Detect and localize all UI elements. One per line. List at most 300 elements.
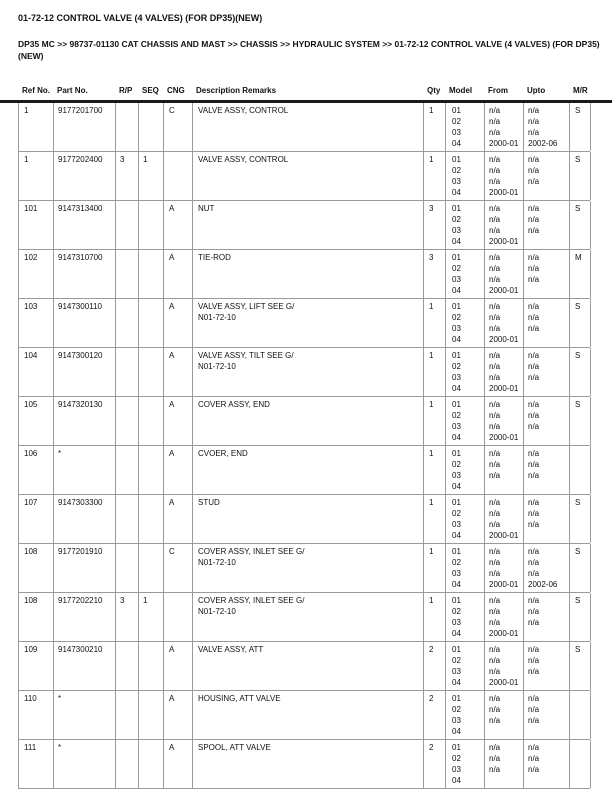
cell-model (446, 642, 485, 690)
cell-rp (116, 201, 139, 249)
cell-from (485, 740, 524, 788)
cell-rp (116, 740, 139, 788)
cell-qty (424, 740, 446, 788)
cell-line: n/a (528, 558, 540, 567)
cell-rp (116, 495, 139, 543)
cell-line (143, 693, 162, 704)
cell-line: S (575, 155, 581, 164)
cell-line: N01-72-10 (198, 313, 236, 322)
table-row (18, 103, 590, 152)
cell-line (120, 252, 137, 263)
cell-line: n/a (489, 705, 501, 714)
cell-line: n/a (528, 460, 540, 469)
cell-line: 2000-01 (489, 580, 519, 589)
cell-part (54, 397, 116, 445)
cell-mr (570, 446, 591, 494)
cell-line: 03 (452, 373, 461, 382)
cell-from (485, 642, 524, 690)
cell-qty (424, 250, 446, 298)
cell-line: n/a (489, 155, 501, 164)
cell-line: 2000-01 (489, 139, 519, 148)
cell-line: n/a (528, 716, 540, 725)
cell-line: NUT (198, 204, 215, 213)
cell-part (54, 446, 116, 494)
cell-line: 1 (24, 155, 29, 164)
cell-desc (193, 642, 424, 690)
cell-upto (524, 299, 570, 347)
cell-line: C (169, 106, 175, 115)
cell-cng (164, 201, 193, 249)
cell-line: n/a (528, 422, 540, 431)
cell-line: 3 (120, 155, 125, 164)
cell-line: 01 (452, 106, 461, 115)
table-row (18, 397, 590, 446)
cell-upto (524, 152, 570, 200)
cell-line: 03 (452, 324, 461, 333)
cell-mr (570, 642, 591, 690)
cell-mr (570, 495, 591, 543)
cell-ref (19, 152, 54, 200)
cell-line (143, 203, 162, 214)
cell-from (485, 152, 524, 200)
cell-line: 01 (452, 596, 461, 605)
cell-model (446, 397, 485, 445)
table-row (18, 152, 590, 201)
cell-line: A (169, 253, 175, 262)
cell-ref (19, 642, 54, 690)
cell-upto (524, 103, 570, 151)
cell-line: A (169, 694, 175, 703)
cell-rp (116, 103, 139, 151)
cell-line: n/a (489, 471, 501, 480)
cell-line: n/a (528, 569, 540, 578)
cell-qty (424, 201, 446, 249)
cell-line: n/a (489, 128, 501, 137)
cell-line (143, 301, 162, 312)
cell-line: n/a (528, 177, 540, 186)
cell-line: 2 (429, 645, 434, 654)
cell-line: 04 (452, 139, 461, 148)
cell-mr (570, 348, 591, 396)
cell-line: n/a (489, 411, 501, 420)
cell-ref (19, 348, 54, 396)
cell-part (54, 250, 116, 298)
cell-line: n/a (489, 226, 501, 235)
cell-cng (164, 691, 193, 739)
cell-model (446, 691, 485, 739)
cell-line (143, 644, 162, 655)
cell-line: n/a (528, 411, 540, 420)
cell-line: 1 (429, 351, 434, 360)
cell-line: n/a (528, 520, 540, 529)
cell-model (446, 299, 485, 347)
cell-line: 02 (452, 656, 461, 665)
cell-upto (524, 397, 570, 445)
cell-line: 03 (452, 618, 461, 627)
cell-line (120, 497, 137, 508)
cell-rp (116, 152, 139, 200)
cell-line: n/a (528, 618, 540, 627)
cell-rp (116, 250, 139, 298)
cell-seq (139, 495, 164, 543)
cell-seq (139, 691, 164, 739)
column-header-7: Model (449, 86, 473, 95)
cell-part (54, 740, 116, 788)
cell-line: 1 (429, 547, 434, 556)
cell-line: n/a (489, 373, 501, 382)
cell-line: 01 (452, 743, 461, 752)
cell-desc (193, 152, 424, 200)
cell-cng (164, 250, 193, 298)
cell-model (446, 152, 485, 200)
cell-line: n/a (528, 264, 540, 273)
cell-mr (570, 250, 591, 298)
cell-line: 01 (452, 351, 461, 360)
cell-line: 105 (24, 400, 38, 409)
cell-line: n/a (528, 373, 540, 382)
cell-line: 02 (452, 705, 461, 714)
cell-line: 1 (429, 106, 434, 115)
cell-rp (116, 299, 139, 347)
table-clip-region (0, 103, 612, 785)
column-header-2: R/P (119, 86, 133, 95)
cell-from (485, 397, 524, 445)
cell-line: 2000-01 (489, 433, 519, 442)
cell-desc (193, 740, 424, 788)
cell-line: 111 (24, 743, 37, 752)
column-header-3: SEQ (142, 86, 159, 95)
cell-line: 04 (452, 433, 461, 442)
cell-qty (424, 103, 446, 151)
cell-ref (19, 299, 54, 347)
cell-line: VALVE ASSY, CONTROL (198, 106, 289, 115)
cell-line: 04 (452, 678, 461, 687)
cell-line: n/a (528, 645, 540, 654)
cell-desc (193, 446, 424, 494)
cell-line: S (575, 498, 581, 507)
cell-line: 1 (429, 498, 434, 507)
cell-line: 04 (452, 580, 461, 589)
cell-line: n/a (528, 400, 540, 409)
cell-line: n/a (528, 155, 540, 164)
cell-model (446, 740, 485, 788)
cell-line: 01 (452, 400, 461, 409)
cell-model (446, 250, 485, 298)
cell-part (54, 152, 116, 200)
cell-line: 1 (429, 155, 434, 164)
cell-line: COVER ASSY, END (198, 400, 270, 409)
cell-qty (424, 397, 446, 445)
cell-line: 01 (452, 302, 461, 311)
cell-mr (570, 397, 591, 445)
cell-qty (424, 152, 446, 200)
cell-line: n/a (489, 106, 501, 115)
cell-mr (570, 544, 591, 592)
cell-line: n/a (489, 166, 501, 175)
cell-cng (164, 544, 193, 592)
cell-ref (19, 495, 54, 543)
cell-line: n/a (528, 694, 540, 703)
cell-seq (139, 397, 164, 445)
cell-line: 01 (452, 449, 461, 458)
cell-qty (424, 593, 446, 641)
cell-line: 02 (452, 411, 461, 420)
cell-model (446, 348, 485, 396)
cell-line: 9147303300 (58, 498, 103, 507)
cell-model (446, 593, 485, 641)
cell-line: n/a (528, 106, 540, 115)
cell-seq (139, 250, 164, 298)
cell-model (446, 201, 485, 249)
cell-line: 02 (452, 264, 461, 273)
column-header-6: Qty (427, 86, 441, 95)
cell-line: 9147300210 (58, 645, 103, 654)
cell-line: n/a (489, 449, 501, 458)
cell-upto (524, 250, 570, 298)
cell-ref (19, 593, 54, 641)
cell-from (485, 250, 524, 298)
cell-seq (139, 103, 164, 151)
cell-line (120, 350, 137, 361)
cell-qty (424, 348, 446, 396)
column-header-10: M/R (573, 86, 588, 95)
cell-line: A (169, 449, 175, 458)
cell-line: 04 (452, 335, 461, 344)
cell-line (143, 742, 162, 753)
cell-line: 9177201700 (58, 106, 103, 115)
table-row (18, 446, 590, 495)
cell-mr (570, 691, 591, 739)
cell-line: n/a (489, 618, 501, 627)
cell-line: 9177201910 (58, 547, 103, 556)
cell-line: n/a (528, 765, 540, 774)
cell-seq (139, 152, 164, 200)
cell-rp (116, 593, 139, 641)
cell-line: 03 (452, 226, 461, 235)
cell-line: n/a (489, 215, 501, 224)
cell-line: n/a (489, 509, 501, 518)
cell-line: n/a (489, 694, 501, 703)
cell-line: A (169, 645, 175, 654)
cell-line: n/a (489, 498, 501, 507)
cell-line (143, 448, 162, 459)
cell-line: VALVE ASSY, ATT (198, 645, 264, 654)
cell-line: 04 (452, 629, 461, 638)
cell-line: 3 (120, 596, 125, 605)
cell-line: 03 (452, 422, 461, 431)
cell-cng (164, 397, 193, 445)
cell-line: n/a (528, 302, 540, 311)
cell-line: 01 (452, 547, 461, 556)
cell-line: n/a (489, 275, 501, 284)
cell-line: S (575, 645, 581, 654)
table-row (18, 740, 590, 789)
cell-line (120, 301, 137, 312)
cell-line (143, 252, 162, 263)
cell-line: N01-72-10 (198, 362, 236, 371)
cell-line: TIE-ROD (198, 253, 231, 262)
table-row (18, 299, 590, 348)
cell-line: * (58, 694, 62, 703)
cell-rp (116, 446, 139, 494)
cell-upto (524, 544, 570, 592)
cell-from (485, 103, 524, 151)
cell-line: S (575, 106, 581, 115)
cell-cng (164, 299, 193, 347)
cell-seq (139, 299, 164, 347)
cell-line: 03 (452, 128, 461, 137)
column-header-5: Description Remarks (196, 86, 277, 95)
cell-line: * (58, 743, 62, 752)
cell-line: 03 (452, 716, 461, 725)
cell-line: n/a (528, 471, 540, 480)
cell-line: n/a (528, 498, 540, 507)
cell-line: CVOER, END (198, 449, 248, 458)
cell-ref (19, 544, 54, 592)
cell-from (485, 299, 524, 347)
cell-line: 01 (452, 204, 461, 213)
cell-line: 9177202400 (58, 155, 103, 164)
cell-line: 02 (452, 558, 461, 567)
cell-line: 04 (452, 531, 461, 540)
cell-line: n/a (528, 128, 540, 137)
column-header-1: Part No. (57, 86, 88, 95)
cell-line: n/a (489, 313, 501, 322)
cell-line: 103 (24, 302, 38, 311)
cell-line: M (575, 253, 582, 262)
cell-ref (19, 397, 54, 445)
cell-desc (193, 495, 424, 543)
cell-line: 04 (452, 776, 461, 785)
cell-line (143, 497, 162, 508)
cell-upto (524, 495, 570, 543)
cell-line: S (575, 400, 581, 409)
cell-from (485, 691, 524, 739)
cell-line: 101 (24, 204, 38, 213)
cell-desc (193, 544, 424, 592)
cell-line: 1 (24, 106, 29, 115)
cell-line: 02 (452, 754, 461, 763)
cell-cng (164, 152, 193, 200)
cell-line: n/a (489, 569, 501, 578)
cell-line: n/a (528, 705, 540, 714)
cell-part (54, 593, 116, 641)
cell-upto (524, 642, 570, 690)
cell-line: n/a (489, 547, 501, 556)
cell-line: 02 (452, 215, 461, 224)
cell-line: 02 (452, 460, 461, 469)
cell-desc (193, 397, 424, 445)
cell-part (54, 348, 116, 396)
cell-line: n/a (489, 117, 501, 126)
cell-line: 04 (452, 384, 461, 393)
cell-line: 03 (452, 177, 461, 186)
cell-qty (424, 495, 446, 543)
cell-line: 2000-01 (489, 531, 519, 540)
cell-line: n/a (528, 275, 540, 284)
cell-model (446, 446, 485, 494)
column-header-9: Upto (527, 86, 546, 95)
cell-part (54, 642, 116, 690)
cell-line: A (169, 204, 175, 213)
table-header-row (18, 86, 590, 95)
cell-upto (524, 348, 570, 396)
cell-ref (19, 740, 54, 788)
cell-seq (139, 201, 164, 249)
table-row (18, 691, 590, 740)
cell-model (446, 495, 485, 543)
cell-line: COVER ASSY, INLET SEE G/ (198, 596, 305, 605)
cell-line: n/a (489, 400, 501, 409)
cell-from (485, 495, 524, 543)
cell-line: 04 (452, 286, 461, 295)
cell-line: 2000-01 (489, 335, 519, 344)
cell-line: 01 (452, 645, 461, 654)
cell-line: n/a (489, 558, 501, 567)
cell-line: n/a (528, 743, 540, 752)
cell-line: 2002-06 (528, 580, 558, 589)
cell-line: VALVE ASSY, CONTROL (198, 155, 289, 164)
cell-seq (139, 593, 164, 641)
cell-desc (193, 201, 424, 249)
cell-line: 3 (429, 204, 434, 213)
cell-line (143, 546, 162, 557)
column-header-4: CNG (167, 86, 185, 95)
cell-line (575, 693, 589, 704)
cell-line (120, 399, 137, 410)
cell-line: n/a (489, 656, 501, 665)
cell-line (143, 105, 162, 116)
table-row (18, 348, 590, 397)
cell-line: HOUSING, ATT VALVE (198, 694, 281, 703)
cell-line: SPOOL, ATT VALVE (198, 743, 271, 752)
cell-upto (524, 691, 570, 739)
cell-seq (139, 740, 164, 788)
cell-cng (164, 348, 193, 396)
cell-line: n/a (489, 520, 501, 529)
cell-line: n/a (528, 449, 540, 458)
cell-line: 9177202210 (58, 596, 103, 605)
cell-line: 108 (24, 596, 38, 605)
cell-part (54, 103, 116, 151)
cell-qty (424, 691, 446, 739)
cell-ref (19, 201, 54, 249)
cell-line: n/a (528, 324, 540, 333)
cell-line: 01 (452, 155, 461, 164)
cell-line: n/a (489, 362, 501, 371)
cell-line: 02 (452, 313, 461, 322)
cell-line: 02 (452, 607, 461, 616)
cell-line: 9147310700 (58, 253, 103, 262)
cell-line: 03 (452, 765, 461, 774)
cell-line: 2000-01 (489, 237, 519, 246)
cell-line (120, 448, 137, 459)
cell-line (120, 105, 137, 116)
cell-desc (193, 691, 424, 739)
cell-line: 1 (429, 400, 434, 409)
column-header-0: Ref No. (22, 86, 50, 95)
cell-line: 107 (24, 498, 38, 507)
cell-mr (570, 152, 591, 200)
cell-line: n/a (528, 362, 540, 371)
cell-qty (424, 299, 446, 347)
cell-line: 9147320130 (58, 400, 103, 409)
cell-part (54, 201, 116, 249)
table-body (18, 103, 590, 789)
cell-mr (570, 103, 591, 151)
cell-qty (424, 446, 446, 494)
cell-line: n/a (489, 645, 501, 654)
